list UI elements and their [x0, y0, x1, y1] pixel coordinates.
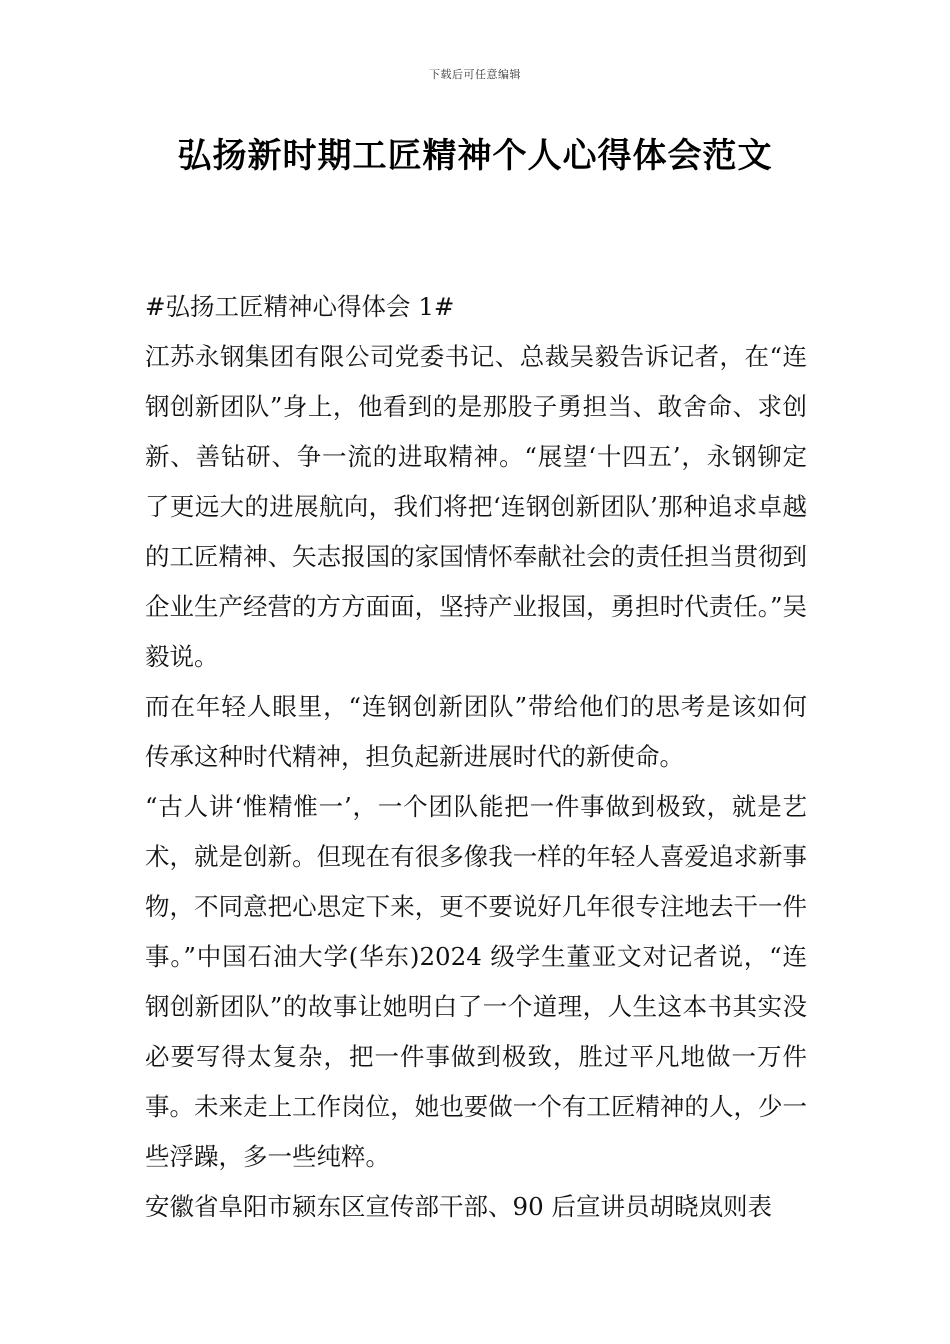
paragraph-2: 而在年轻人眼里，“连钢创新团队”带给他们的思考是该如何传承这种时代精神，担负起新进展时代的新使命。: [145, 692, 807, 771]
header-note: 下载后可任意编辑: [429, 68, 521, 81]
paragraph-1: 江苏永钢集团有限公司党委书记、总裁吴毅告诉记者，在“连钢创新团队”身上，他看到的是那股子勇担当、敢舍命、求创新、善钻研、争一流的进取精神。“展望‘十四五’，永钢铆定了更远大的进展航向，我们将把‘连钢创新团队’那种追求卓越的工匠精神、矢志报国的家国情怀奉献社会的责任担当贯彻到企业生产经营的方方面面，坚持产业报国，勇担时代责任。”吴毅说。: [145, 342, 807, 671]
paragraph-3: “古人讲‘惟精惟一’，一个团队能把一件事做到极致，就是艺术，就是创新。但现在有很多像我一样的年轻人喜爱追求新事物，不同意把心思定下来，更不要说好几年很专注地去干一件事。”中国石油大学(华东)2024 级学生董亚文对记者说，“连钢创新团队”的故事让她明白了一个道理，人生这本书其实没必要写得太复杂，把一件事做到极致，胜过平凡地做一万件事。未来走上工作岗位，她也要做一个有工匠精神的人，少一些浮躁，多一些纯粹。: [145, 792, 807, 1171]
document-title: 弘扬新时期工匠精神个人心得体会范文: [177, 136, 773, 176]
section-heading: #弘扬工匠精神心得体会 1#: [145, 292, 455, 321]
document-body: [145, 282, 807, 1232]
paragraph-4: 安徽省阜阳市颍东区宣传部干部、90 后宣讲员胡晓岚则表: [145, 1192, 772, 1221]
